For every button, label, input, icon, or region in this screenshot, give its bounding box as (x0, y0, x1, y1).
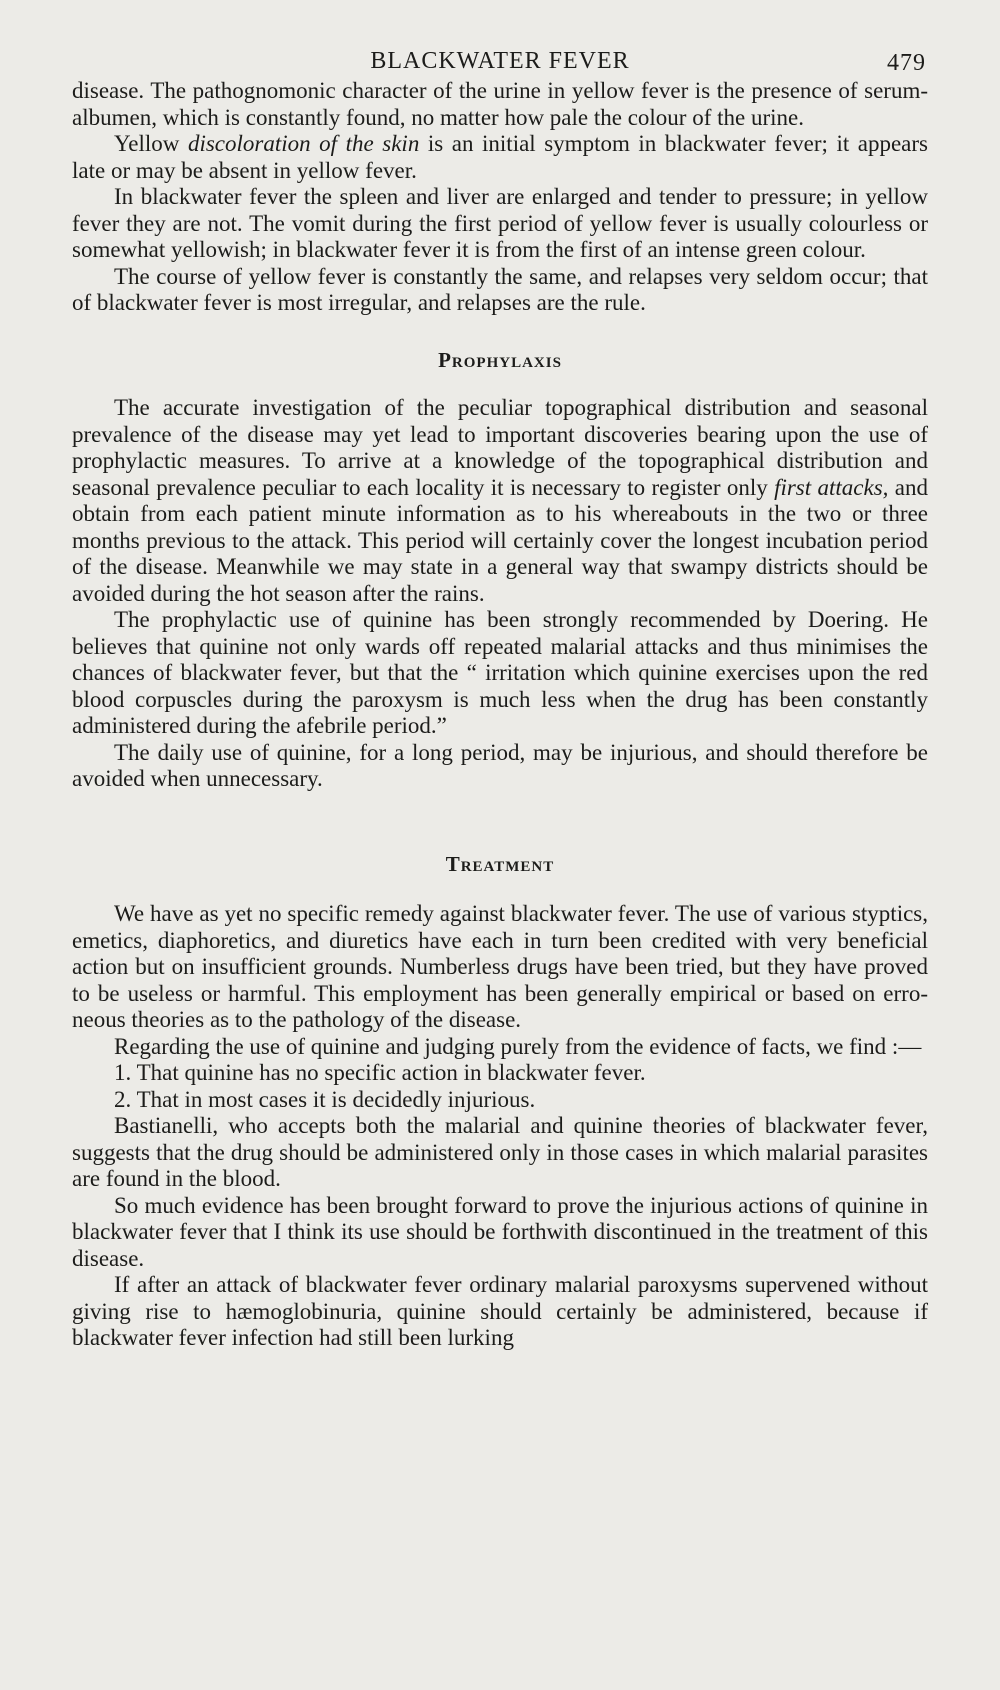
prophylaxis-p1-text-before: The accurate investigation of the peculiar topographical distribution and seasonal prevalence of the disease may yet lead to important discoveries bearing upon the use of prophylactic measures. To arrive at a knowledge of the topographical distribution and seasonal prevalence peculiar to each locality it is necessary to register only (72, 395, 928, 500)
treatment-paragraph-1: We have as yet no specific remedy against blackwater fever. The use of various styptics, emetics, diaphoretics, and diuretics have each in turn been credited with very beneficial action but on insufficient grounds. Numberless drugs have been tried, but they have proved to be useless or harmful. This employment has been generally empirical or based on erroneous theories as to the pathology of the disease. (72, 901, 928, 1032)
intro-paragraph-4: The course of yellow fever is constantly the same, and relapses very seldom occur; that of blackwater fever is most irregular, and relapses are the rule. (72, 263, 928, 315)
prophylaxis-p1-text-after: and obtain from each patient minute information as to his whereabouts in the two or three months previous to the attack. This period will certainly cover the longest incubation period of the disease. Meanwhile we may state in a general way that swampy districts should be avoided during the hot season after the rains. (72, 474, 928, 606)
running-title: BLACKWATER FEVER (370, 48, 630, 74)
section-heading-treatment: Treatment (445, 851, 555, 876)
prophylaxis-paragraph-3: The daily use of quinine, for a long period, may be injurious, and should therefore be avoided when unnecessary. (72, 739, 928, 791)
intro-p2-italic: discoloration of the skin (187, 131, 420, 156)
treatment-list-item-1: 1. That quinine has no specific action in blackwater fever. (114, 1060, 646, 1085)
intro-paragraph-1: disease. The pathognomonic character of the urine in yellow fever is the presence of serum-albumen, which is constantly found, no matter how pale the colour of the urine. (72, 78, 928, 130)
treatment-paragraph-4: So much evidence has been brought forward to prove the injurious actions of quinine in blackwater fever that I think its use should be forthwith discontinued in the treatment of this disease. (72, 1192, 928, 1271)
page-number: 479 (887, 50, 926, 76)
prophylaxis-p1-italic: first attacks, (774, 474, 889, 500)
intro-paragraph-3: In blackwater fever the spleen and liver are enlarged and tender to pressure; in yellow fever they are not. The vomit during the first period of yellow fever is usually colourless or somewhat yellowish; in blackwater fever it is from the first of an intense green colour. (72, 184, 928, 262)
intro-p2-text-before: Yellow (114, 131, 188, 156)
body-text (72, 78, 928, 1352)
section-heading-prophylaxis: Prophylaxis (438, 347, 562, 372)
treatment-list-item-2: 2. That in most cases it is decidedly injurious. (114, 1086, 536, 1112)
prophylaxis-paragraph-2: The prophylactic use of quinine has been strongly recommended by Doering. He believes that quinine not only wards off repeated malarial attacks and thus minimises the chances of blackwater fever, but that the “ irritation which quinine exercises upon the red blood corpuscles during the paroxysm is much less when the drug has been constantly administered during the afebrile period.” (72, 607, 928, 738)
intro-p2-text-after: is an initial symptom in blackwater fever; it appears late or may be absent in yellow fever. (72, 131, 929, 183)
prophylaxis-paragraph-1 (72, 395, 928, 607)
treatment-paragraph-5: If after an attack of blackwater fever ordinary malarial paroxysms supervened without giving rise to hæmoglobinuria, quinine should certainly be administered, because if blackwater fever infection had still been lurking (72, 1272, 928, 1350)
running-head (72, 38, 928, 78)
treatment-paragraph-3: Bastianelli, who accepts both the malarial and quinine theories of blackwater fever, suggests that the drug should be administered only in those cases in which malarial parasites are found in the blood. (72, 1113, 928, 1191)
intro-paragraph-2 (72, 131, 928, 184)
treatment-paragraph-2: Regarding the use of quinine and judging purely from the evidence of facts, we find :— (114, 1033, 922, 1059)
